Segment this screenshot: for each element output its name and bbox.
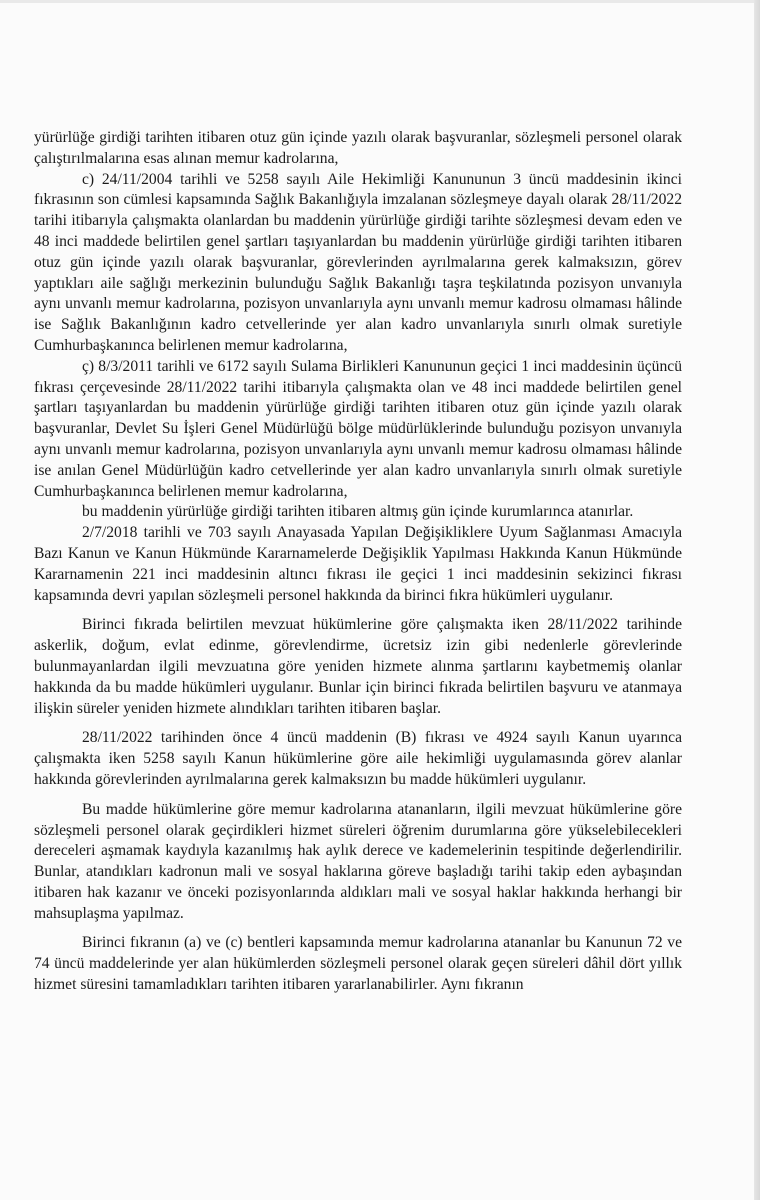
paragraph-703-decree: 2/7/2018 tarihli ve 703 sayılı Anayasada Yapılan Değişikliklere Uyum Sağlanması Amacıyla Bazı Kanun ve Kanun Hükmünde Kararnamelerde Değişiklik Yapılması Hakkında Kanun Hükmünde Kararnamenin 221 inci maddesinin altıncı fıkrası ile geçici 1 inci maddesinin sekizinci fıkrası kapsamında devri yapılan sözleşmeli personel hakkında da birinci fıkra hükümleri uygulanır. <box>34 524 682 604</box>
document-body <box>34 128 682 996</box>
page-right-edge <box>754 0 760 1200</box>
page-top-edge <box>0 0 760 3</box>
paragraph-appointment-clause: bu maddenin yürürlüğe girdiği tarihten itibaren altmış gün içinde kurumlarınca atanırlar. <box>82 503 634 521</box>
paragraph-articles-72-74: Birinci fıkranın (a) ve (c) bentleri kapsamında memur kadrolarına atananlar bu Kanunun 72 ve 74 üncü maddelerinde yer alan hükümlerden sözleşmeli personel olarak geçen süreleri dâhil dört yıllık hizmet süresini tamamladıkları tarihten itibaren yararlanabilirler. Aynı fıkranın <box>34 934 682 994</box>
paragraph-absent-staff: Birinci fıkrada belirtilen mevzuat hükümlerine göre çalışmakta iken 28/11/2022 tarihinde askerlik, doğum, evlat edinme, görevlendirme, ücretsiz izin gibi nedenlerle görevlerinde bulunmayanlardan ilgili mevzuatına göre yeniden hizmete alınma şartlarını kaybetmemiş olanlar hakkında da bu madde hükümleri uygulanır. Bunlar için birinci fıkrada belirtilen başvuru ve atanmaya ilişkin süreler yeniden hizmete alındıkları tarihten itibaren başlar. <box>34 616 682 717</box>
paragraph-family-medicine: 28/11/2022 tarihinden önce 4 üncü maddenin (B) fıkrası ve 4924 sayılı Kanun uyarınca çalışmakta iken 5258 sayılı Kanun hükümlerine göre aile hekimliği uygulamasında görev alanlar hakkında görevlerinden ayrılmalarına gerek kalmaksızın bu madde hükümleri uygulanır. <box>34 729 682 788</box>
paragraph-service-periods: Bu madde hükümlerine göre memur kadrolarına atananların, ilgili mevzuat hükümlerine göre sözleşmeli personel olarak geçirdikleri hizmet süreleri öğrenim durumlarına göre yükselebilecekleri dereceleri aşmamak kaydıyla kazanılmış hak aylık derece ve kademelerinin tespitinde değerlendirilir. Bunlar, atandıkları kadronun mali ve sosyal haklarına göreve başladığı tarihi takip eden aybaşından itibaren hak kazanır ve önceki pozisyonlarında aldıkları mali ve sosyal haklar hakkında herhangi bir mahsuplaşma yapılmaz. <box>34 800 682 922</box>
paragraph-item-cedilla: ç) 8/3/2011 tarihli ve 6172 sayılı Sulama Birlikleri Kanununun geçici 1 inci maddesinin üçüncü fıkrası çerçevesinde 28/11/2022 tarihi itibarıyla çalışmakta olan ve 48 inci maddede belirtilen genel şartları taşıyanlardan bu maddenin yürürlüğe girdiği tarihten itibaren otuz gün içinde yazılı olarak başvuranlar, Devlet Su İşleri Genel Müdürlüğü bölge müdürlüklerinde bulunduğu pozisyon unvanıyla aynı unvanlı memur kadrolarına, pozisyon unvanlarıyla aynı unvanlı memur kadrosu olmaması hâlinde ise anılan Genel Müdürlüğün kadro cetvellerinde yer alan kadro unvanlarıyla sınırlı olmak suretiyle Cumhurbaşkanınca belirlenen memur kadrolarına, <box>34 357 682 500</box>
paragraph-item-c: c) 24/11/2004 tarihli ve 5258 sayılı Aile Hekimliği Kanununun 3 üncü maddesinin ikinci fıkrasının son cümlesi kapsamında Sağlık Bakanlığıyla imzalanan sözleşmeye dayalı olarak 28/11/2022 tarihi itibarıyla çalışmakta olanlardan bu maddenin yürürlüğe girdiği tarihte sözleşmesi devam eden ve 48 inci maddede belirtilen genel şartları taşıyanlardan bu maddenin yürürlüğe girdiği tarihten itibaren otuz gün içinde yazılı olarak başvuranlar, görevlerinden ayrılmalarına gerek kalmaksızın, görev yaptıkları aile sağlığı merkezinin bulunduğu Sağlık Bakanlığı taşra teşkilatında pozisyon unvanıyla aynı unvanlı memur kadrolarına, pozisyon unvanlarıyla aynı unvanlı memur kadrosu olmaması hâlinde ise Sağlık Bakanlığının kadro cetvellerinde yer alan kadro unvanlarıyla sınırlı olmak suretiyle Cumhurbaşkanınca belirlenen memur kadrolarına, <box>34 170 682 354</box>
paragraph-continuation: yürürlüğe girdiği tarihten itibaren otuz gün içinde yazılı olarak başvuranlar, sözleşmeli personel olarak çalıştırılmalarına esas alınan memur kadrolarına, <box>34 129 682 167</box>
